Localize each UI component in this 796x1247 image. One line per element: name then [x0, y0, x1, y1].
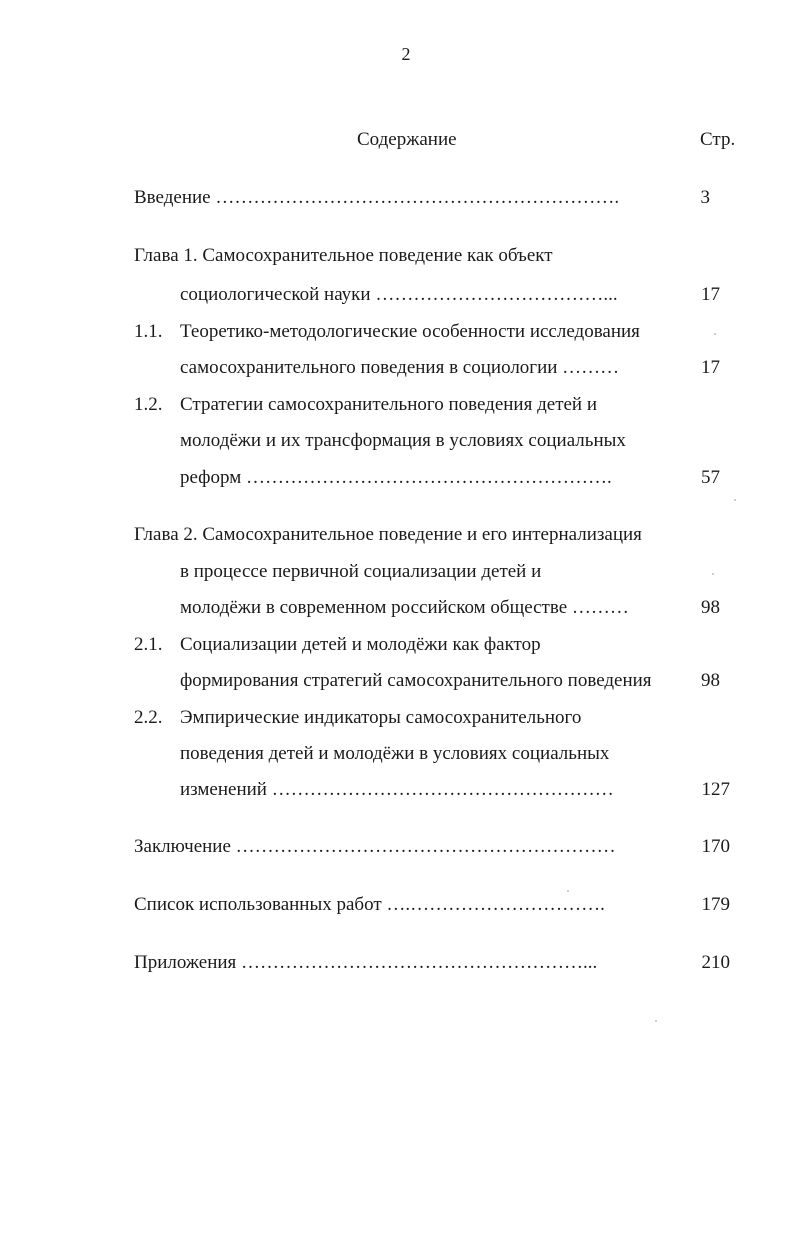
scan-speck: [714, 333, 716, 335]
toc-entry-text: Стратегии самосохранительного поведения детей и: [180, 394, 598, 415]
toc-entry-text: Список использованных работ ….………………………….: [134, 894, 605, 915]
toc-entry-page: 17: [701, 284, 720, 305]
toc-entry-page: 179: [701, 894, 730, 915]
toc-entry-text: Введение ……………………………………………………….: [134, 187, 620, 208]
toc-entry-page: 127: [701, 779, 730, 800]
toc-entry-page: 17: [701, 357, 720, 378]
toc-entry-text: в процессе первичной социализации детей и: [180, 561, 542, 582]
toc-entry-page: 3: [700, 187, 710, 208]
scan-speck: [567, 890, 569, 892]
toc-entry-page: 98: [701, 670, 720, 691]
scan-speck: [655, 1020, 657, 1022]
toc-title: Содержание: [357, 129, 457, 150]
toc-entry-text: поведения детей и молодёжи в условиях социальных: [180, 743, 610, 764]
toc-entry-text: Теоретико-методологические особенности исследования: [180, 321, 640, 342]
toc-entry-text: молодёжи в современном российском обществе ………: [180, 597, 629, 618]
toc-entry-page: 57: [701, 467, 720, 488]
toc-entry-number: 2.2.: [134, 707, 163, 728]
toc-entry-text: Эмпирические индикаторы самосохранительного: [180, 707, 582, 728]
toc-entry-text: Социализации детей и молодёжи как фактор: [180, 634, 541, 655]
scan-speck: [712, 573, 714, 575]
toc-entry-text: Глава 2. Самосохранительное поведение и его интернализация: [134, 524, 642, 545]
toc-entry-text: формирования стратегий самосохранительного поведения: [180, 670, 652, 691]
toc-entry-number: 1.2.: [134, 394, 163, 415]
toc-entry-page: 170: [701, 836, 730, 857]
toc-entry-text: Заключение ……………………………………………………: [134, 836, 616, 857]
page-number: 2: [401, 44, 411, 64]
toc-entry-page: 210: [701, 952, 730, 973]
pages-column-label: Стр.: [700, 129, 736, 150]
toc-entry-text: социологической науки ………………………………...: [180, 284, 618, 305]
toc-entry-text: молодёжи и их трансформация в условиях социальных: [180, 430, 626, 451]
toc-entry-text: Глава 1. Самосохранительное поведение как объект: [134, 245, 553, 266]
toc-entry-page: 98: [701, 597, 720, 618]
toc-entry-number: 1.1.: [134, 321, 163, 342]
toc-entry-text: Приложения ………………………………………………...: [134, 952, 598, 973]
toc-entry-number: 2.1.: [134, 634, 163, 655]
scan-speck: [734, 499, 736, 501]
toc-entry-text: изменений ………………………………………………: [180, 779, 614, 800]
toc-entry-text: реформ ………………………………………………….: [180, 467, 612, 488]
toc-entry-text: самосохранительного поведения в социологии ………: [180, 357, 620, 378]
